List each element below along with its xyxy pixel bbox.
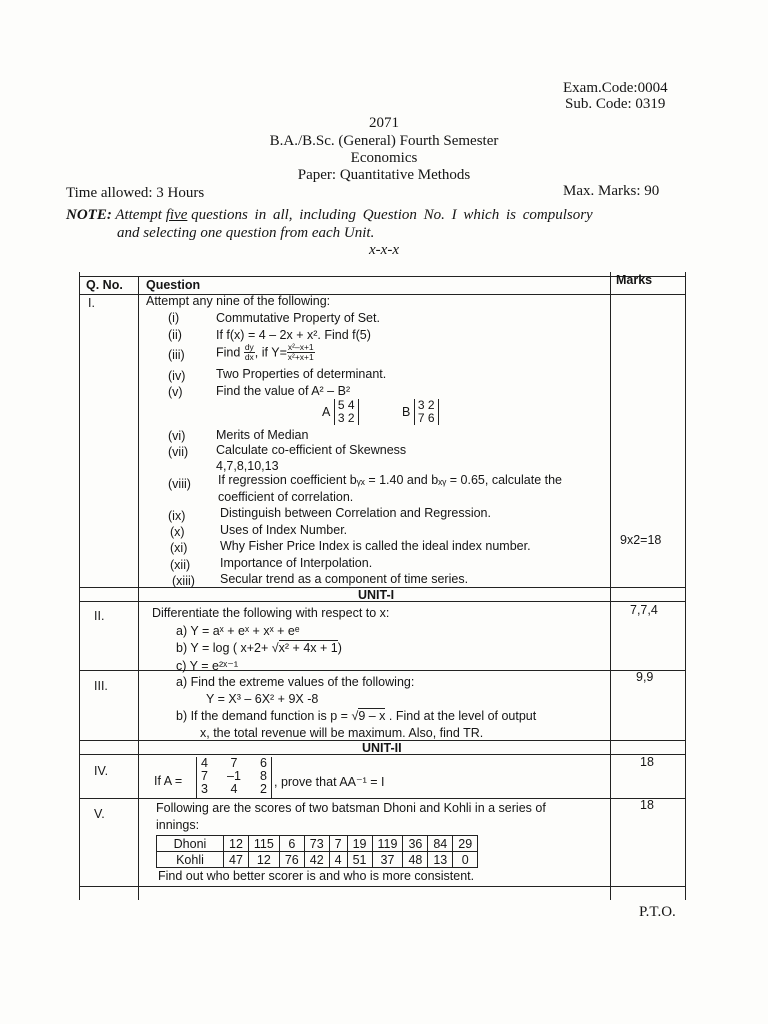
header-question: Question — [146, 278, 201, 292]
sub-code: Sub. Code: 0319 — [565, 96, 666, 112]
q1-item-viii-text: If regression coefficient bᵧₓ = 1.40 and bₓᵧ = 0.65, calculate the — [218, 473, 563, 487]
note-label: NOTE: — [66, 207, 112, 223]
matrix-a-body — [334, 399, 359, 425]
q4-marks: 18 — [640, 755, 654, 769]
pto-label: P.T.O. — [639, 904, 676, 920]
course-title: B.A./B.Sc. (General) Fourth Semester — [269, 133, 499, 149]
q1-item-ix-num: (ix) — [168, 509, 186, 523]
dy: dy — [244, 342, 254, 352]
q3-marks: 9,9 — [636, 670, 654, 684]
unit-1-heading: UNIT-I — [358, 588, 395, 602]
q2-marks: 7,7,4 — [630, 603, 658, 617]
score-cell: 115 — [248, 836, 279, 852]
q3-b-suffix: . Find at the level of output — [385, 709, 537, 723]
q2-b-prefix: b) Y = log ( x+2+ — [176, 641, 272, 655]
note-attempt: Attempt — [115, 207, 162, 223]
q1-iii-if: , if Y= — [254, 345, 287, 360]
q1-item-v-num: (v) — [168, 385, 183, 399]
score-cell: 73 — [304, 836, 329, 852]
q1-item-i-text: Commutative Property of Set. — [216, 311, 380, 325]
q1-item-iv-num: (iv) — [168, 369, 186, 383]
q4-cell: 4 — [230, 782, 238, 796]
q4-cell: 2 — [260, 782, 267, 796]
score-cell: 76 — [279, 852, 304, 868]
q3-part-b — [176, 709, 536, 723]
col-divider-qno — [138, 276, 139, 900]
q4-matrix-row-3 — [197, 783, 271, 796]
q1-item-x-text: Uses of Index Number. — [220, 523, 348, 537]
q4-cell: –1 — [227, 769, 241, 783]
note-line-2: and selecting one question from each Unit. — [117, 225, 375, 241]
q1-item-xii-text: Importance of Interpolation. — [220, 556, 373, 570]
q4-number: IV. — [94, 764, 109, 778]
q1-item-xiii-num: (xiii) — [172, 574, 195, 588]
table-row — [157, 836, 478, 852]
table-bottom-border — [80, 886, 686, 887]
rule-q4-bottom — [80, 798, 686, 799]
score-cell: 36 — [403, 836, 428, 852]
matrix-a — [322, 399, 359, 425]
sqrt-sign: √ — [351, 709, 359, 723]
matrix-b — [402, 399, 439, 425]
table-row — [157, 852, 478, 868]
score-cell: 12 — [248, 852, 279, 868]
score-cell: 119 — [372, 836, 403, 852]
score-cell: 12 — [224, 836, 249, 852]
q3-part-b-line2: x, the total revenue will be maximum. Also, find TR. — [200, 726, 484, 740]
q1-item-vii-data: 4,7,8,10,13 — [216, 459, 279, 473]
score-cell: 29 — [453, 836, 478, 852]
q4-cell: 3 — [201, 782, 208, 796]
q1-item-xi-text: Why Fisher Price Index is called the ideal index number. — [220, 539, 531, 553]
separator: x-x-x — [369, 242, 399, 258]
q1-item-i-num: (i) — [168, 311, 180, 325]
q4-prefix: If A = — [154, 774, 183, 788]
q2-b-suffix: ) — [337, 641, 342, 655]
q3-equation: Y = X³ – 6X² + 9X -8 — [206, 692, 319, 706]
y-denominator: x²+x+1 — [287, 352, 314, 362]
unit-2-heading: UNIT-II — [362, 741, 402, 755]
header-marks: Marks — [616, 273, 653, 287]
q1-intro: Attempt any nine of the following: — [146, 294, 331, 308]
q4-matrix — [196, 757, 272, 799]
q4-cell: 7 — [201, 769, 208, 783]
q1-item-iii-text — [216, 343, 315, 362]
q1-item-vii-text: Calculate co-efficient of Skewness — [216, 443, 407, 457]
q4-cell: 8 — [260, 769, 267, 783]
col-divider-marks — [610, 272, 611, 900]
q5-intro-2: innings: — [156, 818, 200, 832]
q3-part-a: a) Find the extreme values of the following: — [176, 675, 415, 689]
note-five: five — [165, 207, 188, 223]
matrix-b-label: B — [402, 405, 411, 419]
q4-cell: 7 — [230, 757, 238, 770]
score-cell: 6 — [279, 836, 304, 852]
q2-part-c: c) Y = e²ˣ⁻¹ — [176, 659, 238, 673]
rule-q2-bottom — [80, 670, 686, 671]
q3-b-prefix: b) If the demand function is p = — [176, 709, 352, 723]
q5-outro: Find out who better scorer is and who is more consistent. — [158, 869, 475, 883]
score-cell: 4 — [329, 852, 347, 868]
q1-item-viii-num: (viii) — [168, 477, 191, 491]
matrix-b-body — [414, 399, 439, 425]
header-qno: Q. No. — [86, 278, 123, 292]
y-numerator: x²–x+1 — [287, 342, 314, 352]
q2-number: II. — [94, 609, 105, 623]
sqrt-sign: √ — [271, 641, 279, 655]
score-cell: 51 — [347, 852, 372, 868]
q1-item-v-text: Find the value of A² – B² — [216, 384, 351, 398]
q1-item-xii-num: (xii) — [170, 558, 191, 572]
q2-intro: Differentiate the following with respect to x: — [152, 606, 390, 620]
q1-item-ii-text: If f(x) = 4 – 2x + x². Find f(5) — [216, 328, 371, 342]
score-cell: 42 — [304, 852, 329, 868]
q4-suffix: , prove that AA⁻¹ = I — [274, 775, 385, 789]
table-right-border — [685, 272, 686, 900]
matrix-b-row2: 7 6 — [417, 411, 435, 425]
note-line-1 — [66, 207, 593, 224]
q1-item-vi-text: Merits of Median — [216, 428, 309, 442]
matrix-a-row2: 3 2 — [337, 411, 355, 425]
q1-item-vi-num: (vi) — [168, 429, 186, 443]
time-allowed: Time allowed: 3 Hours — [66, 185, 205, 201]
table-top-border — [80, 276, 686, 277]
matrix-a-row1: 5 4 — [337, 398, 355, 412]
q1-item-x-num: (x) — [170, 525, 185, 539]
q1-iii-find: Find — [216, 345, 241, 360]
q5-marks: 18 — [640, 798, 654, 812]
q1-number: I. — [88, 296, 95, 310]
q1-item-viii-cont: coefficient of correlation. — [218, 490, 354, 504]
note-rest: questions in all, including Question No. I which is compulsory — [191, 207, 593, 223]
q4-cell: 4 — [201, 757, 208, 770]
subject-title: Economics — [350, 150, 418, 166]
q1-item-iii-num: (iii) — [168, 348, 185, 362]
scores-table — [156, 835, 478, 868]
q1-marks: 9x2=18 — [620, 533, 662, 547]
matrix-a-label: A — [322, 405, 331, 419]
max-marks: Max. Marks: 90 — [563, 183, 660, 199]
batsman-name: Dhoni — [157, 836, 224, 852]
score-cell: 19 — [347, 836, 372, 852]
q1-item-ii-num: (ii) — [168, 328, 182, 342]
dy-dx-fraction — [244, 343, 255, 362]
q1-item-xiii-text: Secular trend as a component of time series. — [220, 572, 469, 586]
score-cell: 84 — [428, 836, 453, 852]
dx: dx — [244, 352, 254, 362]
q5-intro: Following are the scores of two batsman Dhoni and Kohli in a series of — [156, 801, 546, 815]
q5-number: V. — [94, 807, 105, 821]
score-cell: 0 — [453, 852, 478, 868]
exam-code: Exam.Code:0004 — [563, 80, 668, 96]
q2-b-radicand: x² + 4x + 1 — [278, 641, 338, 655]
q3-number: III. — [94, 679, 108, 693]
y-fraction — [287, 343, 315, 362]
q2-part-a: a) Y = aˣ + eˣ + xˣ + eᵉ — [176, 624, 300, 638]
q1-item-xi-num: (xi) — [170, 541, 188, 555]
score-cell: 7 — [329, 836, 347, 852]
score-cell: 47 — [224, 852, 249, 868]
q3-b-radicand: 9 – x — [358, 709, 386, 723]
batsman-name: Kohli — [157, 852, 224, 868]
exam-year: 2071 — [369, 115, 399, 131]
score-cell: 13 — [428, 852, 453, 868]
q1-item-ix-text: Distinguish between Correlation and Regression. — [220, 506, 491, 520]
score-cell: 37 — [372, 852, 403, 868]
paper-title: Paper: Quantitative Methods — [297, 167, 471, 183]
q1-item-iv-text: Two Properties of determinant. — [216, 367, 387, 381]
q2-part-b — [176, 641, 342, 655]
q4-cell: 6 — [260, 757, 267, 770]
matrix-b-row1: 3 2 — [417, 398, 435, 412]
q1-item-vii-num: (vii) — [168, 445, 189, 459]
score-cell: 48 — [403, 852, 428, 868]
